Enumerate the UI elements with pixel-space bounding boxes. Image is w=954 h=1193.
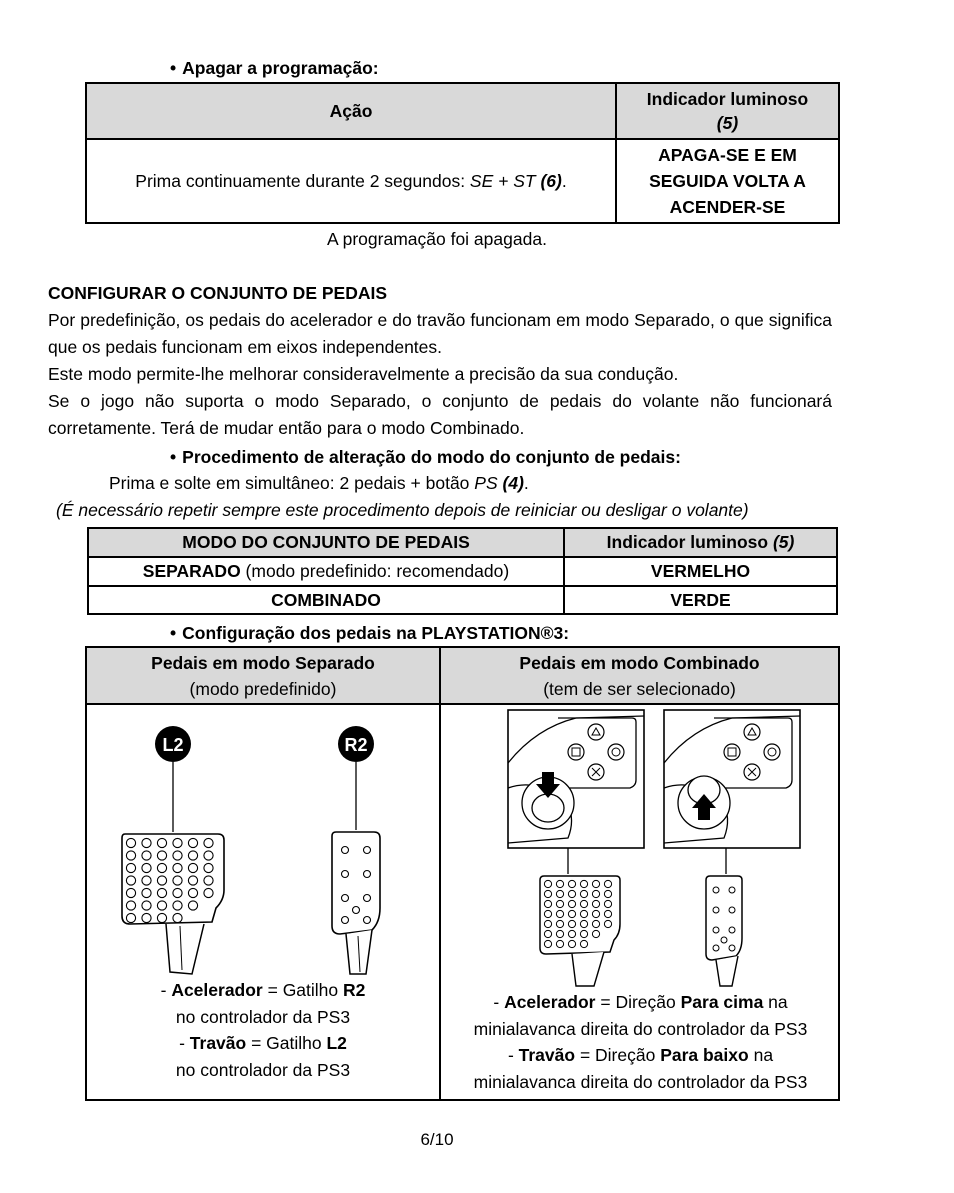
erase-col-action [86, 83, 616, 139]
cc3d: Para baixo [660, 1045, 749, 1065]
controller-stick-up-icon [664, 710, 800, 848]
brake-pedal-icon [122, 834, 224, 974]
sc3c: = Gatilho [246, 1033, 327, 1053]
erase-indicator-line2: SEGUIDA VOLTA A [649, 171, 806, 191]
pedals-paragraph-2: Este modo permite-lhe melhorar consideravelmente a precisão da sua condução. [48, 364, 679, 384]
page-number: 6/10 [420, 1130, 454, 1149]
accelerator-pedal-icon [332, 832, 380, 974]
combined-caption [441, 989, 840, 1095]
ps3-col-separado [86, 647, 440, 704]
sc1d: R2 [343, 980, 366, 1000]
procedure-note: (É necessário repetir sempre este procedimento depois de reiniciar ou desligar o volante) [56, 500, 749, 520]
combined-pedals-illustration [506, 708, 806, 988]
cc1a: - [493, 992, 505, 1012]
ps3-heading-text: Configuração dos pedais na PLAYSTATION®3: [182, 623, 570, 643]
combined-brake-pedal-icon [540, 876, 620, 986]
combined-caption-line1 [441, 989, 840, 1016]
erase-indicator-line3: ACENDER-SE [669, 197, 786, 217]
cc3e: na [748, 1045, 774, 1065]
r2-badge-label: R2 [344, 735, 368, 755]
separate-caption-line3 [87, 1030, 439, 1057]
mode-row-separado [88, 557, 564, 586]
ps3-col-separado-title: Pedais em modo Separado [151, 652, 375, 673]
sc3b: Travão [189, 1033, 247, 1053]
cc3a: - [507, 1045, 519, 1065]
mode-separado-bold: SEPARADO [142, 561, 241, 581]
procedure-end: . [523, 473, 529, 493]
mode-separado-rest: (modo predefinido: recomendado) [240, 561, 510, 581]
combined-accelerator-pedal-icon [706, 876, 742, 986]
erase-row-action [86, 139, 616, 223]
mode-col-indicator [564, 528, 837, 557]
pedals-title: CONFIGURAR O CONJUNTO DE PEDAIS [48, 283, 388, 303]
mode-col-indicator-ref: (5) [772, 532, 795, 552]
procedure-ref: (4) [502, 473, 524, 493]
ps3-col-separado-sub: (modo predefinido) [189, 678, 337, 699]
mode-row-combinado: COMBINADO [88, 586, 564, 614]
cc1d: Para cima [680, 992, 764, 1012]
procedure-heading [170, 447, 681, 468]
erase-action-text: Prima continuamente durante 2 segundos: [135, 170, 470, 191]
mode-col-mode-text: MODO DO CONJUNTO DE PEDAIS [182, 532, 470, 552]
separate-caption-line2: no controlador da PS3 [175, 1006, 351, 1027]
ps3-col-combinado-sub: (tem de ser selecionado) [543, 678, 736, 699]
erase-col-action-text: Ação [329, 100, 373, 121]
erase-table [85, 82, 840, 224]
procedure-heading-text: Procedimento de alteração do modo do conjunto de pedais: [182, 447, 681, 467]
l2-badge-label: L2 [162, 735, 184, 755]
mode-row-separado-indicator: VERMELHO [564, 557, 837, 586]
mode-col-mode [88, 528, 564, 557]
ps3-col-combinado-title: Pedais em modo Combinado [519, 652, 760, 673]
mode-row-combinado-indicator: VERDE [564, 586, 837, 614]
separate-caption-line4: no controlador da PS3 [175, 1059, 351, 1080]
sc1a: - [160, 980, 172, 1000]
procedure-text-main: Prima e solte em simultâneo: 2 pedais + botão [109, 473, 475, 493]
sc1c: = Gatilho [262, 980, 344, 1000]
controller-stick-down-icon [508, 710, 644, 848]
cc3b: Travão [518, 1045, 576, 1065]
cc1e: na [763, 992, 788, 1012]
erase-heading-text: Apagar a programação: [182, 58, 379, 78]
cc3c: = Direção [575, 1045, 661, 1065]
ps3-heading [170, 623, 569, 644]
sc3d: L2 [326, 1033, 347, 1053]
erase-col-indicator-text: Indicador luminoso [646, 89, 809, 109]
erase-heading [170, 58, 379, 79]
cc1b: Acelerador [504, 992, 596, 1012]
combined-caption-line4: minialavanca direita do controlador da PS3 [473, 1071, 808, 1092]
erase-col-indicator-ref: (5) [716, 113, 739, 133]
combined-caption-line2: minialavanca direita do controlador da PS3 [473, 1018, 808, 1039]
erase-row-indicator [616, 139, 839, 223]
erase-action-ref: (6) [540, 170, 562, 191]
sc1b: Acelerador [171, 980, 263, 1000]
mode-col-indicator-text: Indicador luminoso [606, 532, 773, 552]
erase-indicator-line1: APAGA-SE E EM [658, 145, 797, 165]
erase-action-keys: SE + ST [469, 170, 536, 191]
combined-caption-line3 [441, 1042, 840, 1069]
separate-caption-line1 [87, 977, 439, 1004]
mode-table [87, 527, 838, 615]
procedure-key: PS [474, 473, 498, 493]
separate-pedals-illustration [100, 712, 430, 980]
sc3a: - [179, 1033, 190, 1053]
erase-col-indicator [616, 83, 839, 139]
separate-caption [87, 977, 439, 1083]
cc1c: = Direção [595, 992, 681, 1012]
procedure-text [109, 473, 529, 494]
ps3-col-combinado [440, 647, 839, 704]
erase-action-end: . [561, 170, 567, 191]
erase-note: A programação foi apagada. [327, 229, 547, 249]
pedals-paragraph-3: Se o jogo não suporta o modo Separado, o conjunto de pedais do volante não funcionará corretamente. Terá de mudar então para o modo Combinado. [48, 391, 832, 438]
pedals-paragraph-1: Por predefinição, os pedais do acelerador e do travão funcionam em modo Separado, o que significa que os pedais funcionam em eixos independentes. [48, 310, 832, 357]
